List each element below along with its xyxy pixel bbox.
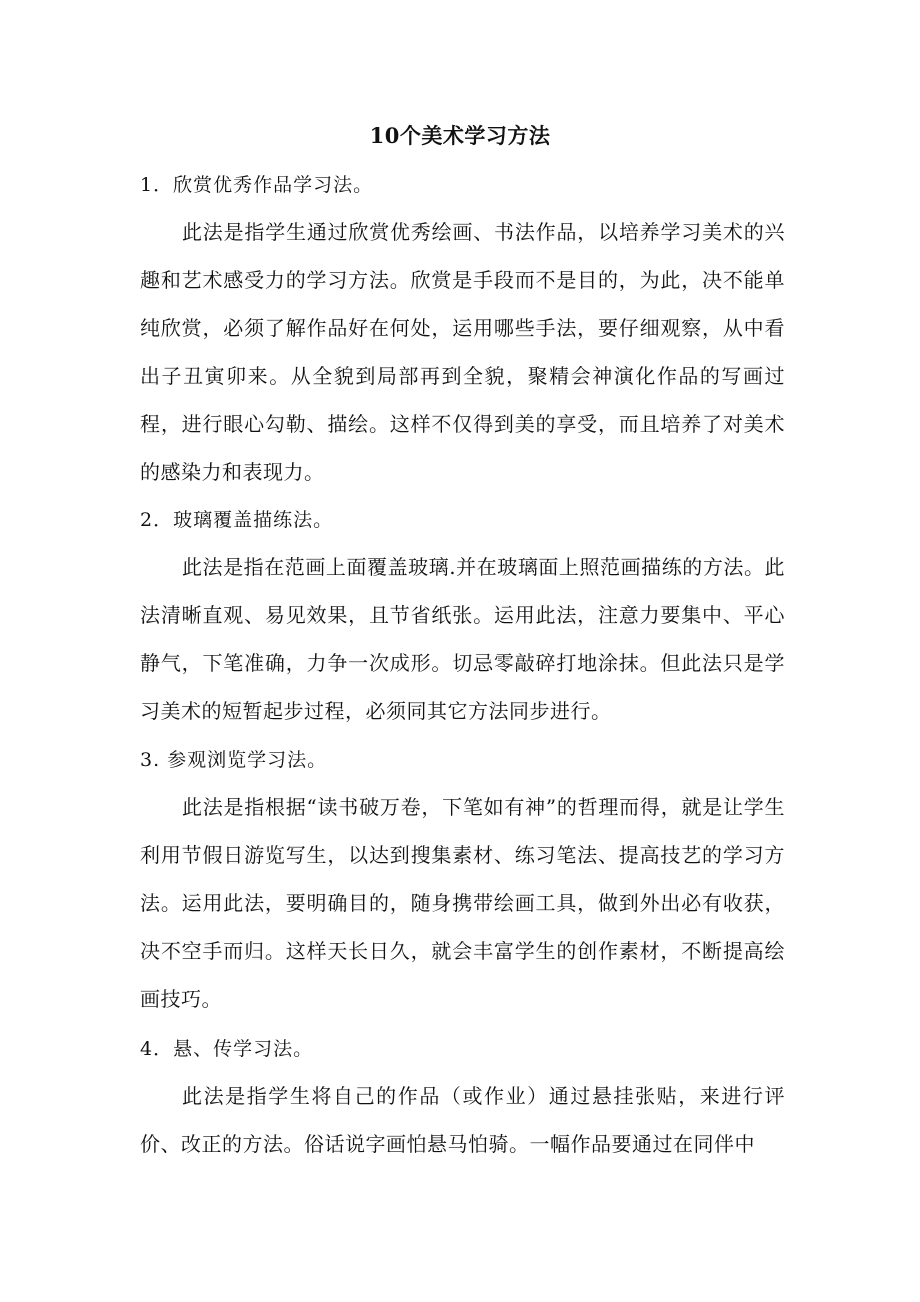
section-4-heading: 4．悬、传学习法。 (140, 1038, 314, 1060)
section-2-body: 此法是指在范画上面覆盖玻璃.并在玻璃面上照范画描练的方法。此法清晰直观、易见效果，且节省纸张。运用此法，注意力要集中、平心静气，下笔准确，力争一次成形。切忌零敲碎打地涂抹。但此法只是学习美术的短暂起步过程，必须同其它方法同步进行。 (140, 555, 785, 723)
section-2-heading: 2．玻璃覆盖描练法。 (140, 509, 334, 531)
document-title: 10个美术学习方法 (369, 123, 551, 148)
section-1-body: 此法是指学生通过欣赏优秀绘画、书法作品，以培养学习美术的兴趣和艺术感受力的学习方法。欣赏是手段而不是目的，为此，决不能单纯欣赏，必须了解作品好在何处，运用哪些手法，要仔细观察，从中看出子丑寅卯来。从全貌到局部再到全貌，聚精会神演化作品的写画过程，进行眼心勾勒、描绘。这样不仅得到美的享受，而且培养了对美术的感染力和表现力。 (140, 220, 785, 484)
section-3-heading: 3. 参观浏览学习法。 (140, 749, 328, 771)
section-4-body: 此法是指学生将自己的作品（或作业）通过悬挂张贴，来进行评价、改正的方法。俗话说字画怕悬马怕骑。一幅作品要通过在同伴中 (140, 1084, 785, 1156)
section-1-heading: 1．欣赏优秀作品学习法。 (140, 174, 374, 196)
section-3-body: 此法是指根据“读书破万卷，下笔如有神”的哲理而得，就是让学生利用节假日游览写生，以达到搜集素材、练习笔法、提高技艺的学习方法。运用此法，要明确目的，随身携带绘画工具，做到外出必有收获，决不空手而归。这样天长日久，就会丰富学生的创作素材，不断提高绘画技巧。 (140, 795, 785, 1011)
